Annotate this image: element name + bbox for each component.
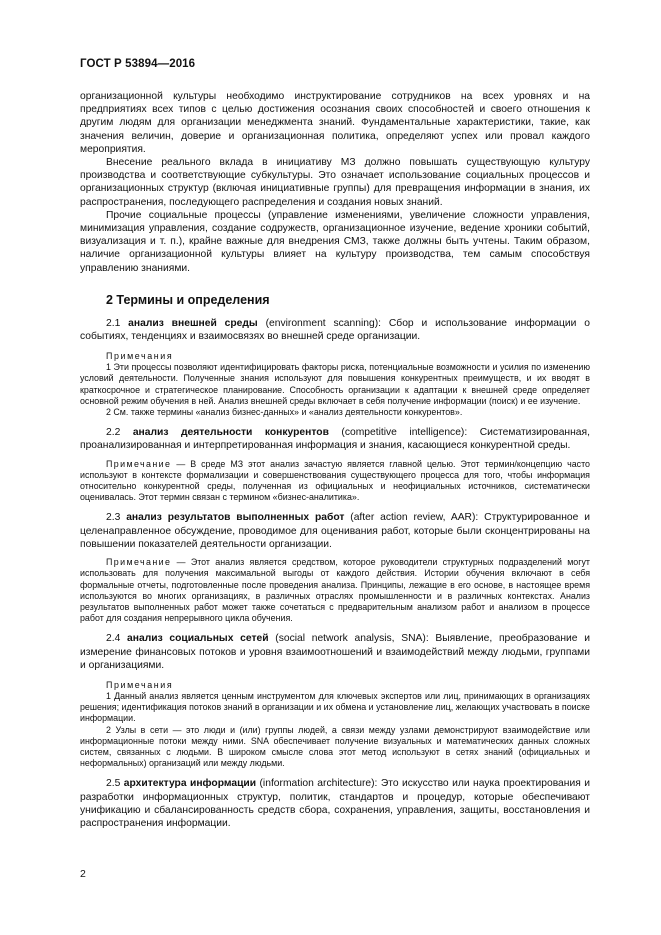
note-2-4-1: 1 Данный анализ является ценным инструментом для ключевых экспертов или лиц, принимающих в организациях решения; идентификация потоков знаний в организации и их обмена и установление лиц, желающих участвовать в поиске информации.: [80, 690, 590, 724]
term-definition: (environment scanning): Сбор и использование информации о событиях, тенденциях и взаимосвязях во внешней среде организации.: [80, 317, 590, 343]
intro-paragraph-2: Внесение реального вклада в инициативу МЗ должно повышать существующую культуру производства и соответствующие субкультуры. Это означает использование социальных процессов и организационных структур (включая инициативные группы) для превращения информации в знания, их распространения, последующего распределения и создания новых знаний.: [80, 157, 590, 208]
term-definition: (after action review, AAR): Структурированное и целенаправленное обсуждение, проводимое для оценивания работ, которые были сконцентрированы на повышении показателей деятельности организации.: [80, 512, 590, 550]
note-label: Примечание: [106, 557, 172, 568]
term-2-1: [80, 317, 590, 343]
page-number: 2: [80, 868, 86, 880]
intro-paragraph-3: Прочие социальные процессы (управление изменениями, увеличение сложности управления, минимизация управления, создание содружеств, организационное изучение, ведение хроники событий, визуализация и т. п.), крайне важные для внедрения СМЗ, также должны быть учтены. Таким образом, наличие организационной культуры влияет на культуру производства, тем самым способствуя управлению знаниями.: [80, 209, 590, 274]
document-header: ГОСТ Р 53894—2016: [80, 58, 196, 70]
term-definition: (information architecture): Это искусство или наука проектирования и разработки информационных структур, политик, стандартов и процедур, которые обеспечивают унификацию и сбалансированность средств сбора, сохранения, управления, защиты, восстановления и распространения информации.: [80, 778, 590, 829]
notes-heading: Примечания: [106, 679, 174, 690]
term-2-4: [80, 632, 590, 672]
note-2-3: [80, 557, 590, 624]
note-text: — Этот анализ является средством, которое руководители структурных подразделений могут использовать для получения максимальной выгоды от каждого действия. Истории обучения включают в себя формальные отчеты, подготовленные после проведения анализа. Принципы, лежащие в его основе, в настоящее время используются во многих организациях, в различных отраслях промышленности и в различных контекстах. Анализ результатов выполненных работ может также сочетаться с предварительным анализом работ и анализом в процессе работ для создания непрерывного цикла обучения.: [80, 557, 590, 624]
document-body: [80, 90, 590, 830]
term-name: анализ социальных сетей: [127, 633, 269, 645]
term-2-3: [80, 511, 590, 551]
term-number: 2.4: [106, 633, 121, 645]
term-name: анализ внешней среды: [128, 317, 258, 329]
term-name: анализ деятельности конкурентов: [132, 427, 329, 439]
term-name: архитектура информации: [123, 778, 257, 790]
term-definition: (competitive intelligence): Систематизированная, проанализированная и интерпретированная информация и знания, касающиеся конкурентной среды.: [80, 427, 590, 452]
note-2-4-2: 2 Узлы в сети — это люди и (или) группы людей, а связи между узлами демонстрируют взаимодействие или информационные потоки между ними. SNA обеспечивает получение визуальных и математических данных сложных систем, связанных с людьми. В широком смысле слова этот метод используют в сетях знаний (официальных и неформальных) организаций или между людьми.: [80, 724, 590, 769]
term-2-2: [80, 426, 590, 452]
notes-heading: Примечания: [106, 351, 174, 362]
section-title: 2 Термины и определения: [106, 292, 270, 307]
term-name: анализ результатов выполненных работ: [126, 512, 345, 524]
term-number: 2.2: [106, 427, 121, 439]
note-2-2: [80, 459, 590, 504]
term-number: 2.1: [106, 317, 121, 329]
note-text: — В среде МЗ этот анализ зачастую является главной целью. Этот термин/концепцию часто используют в контексте формализации и совершенствования существующего процесса для того, чтобы информация относительно конкурентной среды, полученная из официальных и неофициальных источников, систематически оценивалась. Этот термин связан с термином «бизнес-аналитика».: [80, 458, 590, 503]
term-number: 2.3: [106, 512, 121, 524]
term-2-5: [80, 777, 590, 830]
note-2-1-2: 2 См. также термины «анализ бизнес-данных» и «анализ деятельности конкурентов».: [106, 407, 463, 418]
note-2-1-1: 1 Эти процессы позволяют идентифицировать факторы риска, потенциальные возможности и усилия по изменению условий деятельности. Полученные знания используют для повышения конкурентных преимуществ, и их вводят в краткосрочное и стратегическое планирование. Способность организации к адаптации к внешней среде определяет основной режим обучения в ней. Анализ внешней среды включает в себя получение информации (поиск) и ее изучение.: [80, 362, 590, 406]
intro-paragraph-1: организационной культуры необходимо инструктирование сотрудников на всех уровнях и на предприятиях всех типов с целью достижения осознания своих способностей и своего отношения к другим людям для организации менеджмента знаний. Фундаментальные характеристики, такие, как значения величин, доверие и организационная политика, определяют успех или провал каждого мероприятия.: [80, 91, 590, 155]
term-definition: (social network analysis, SNA): Выявление, преобразование и измерение финансовых потоков и уровня взаимоотношений и взаимодействий между людьми, группами и организациями.: [80, 633, 590, 671]
note-label: Примечание: [106, 458, 172, 469]
term-number: 2.5: [106, 778, 121, 790]
